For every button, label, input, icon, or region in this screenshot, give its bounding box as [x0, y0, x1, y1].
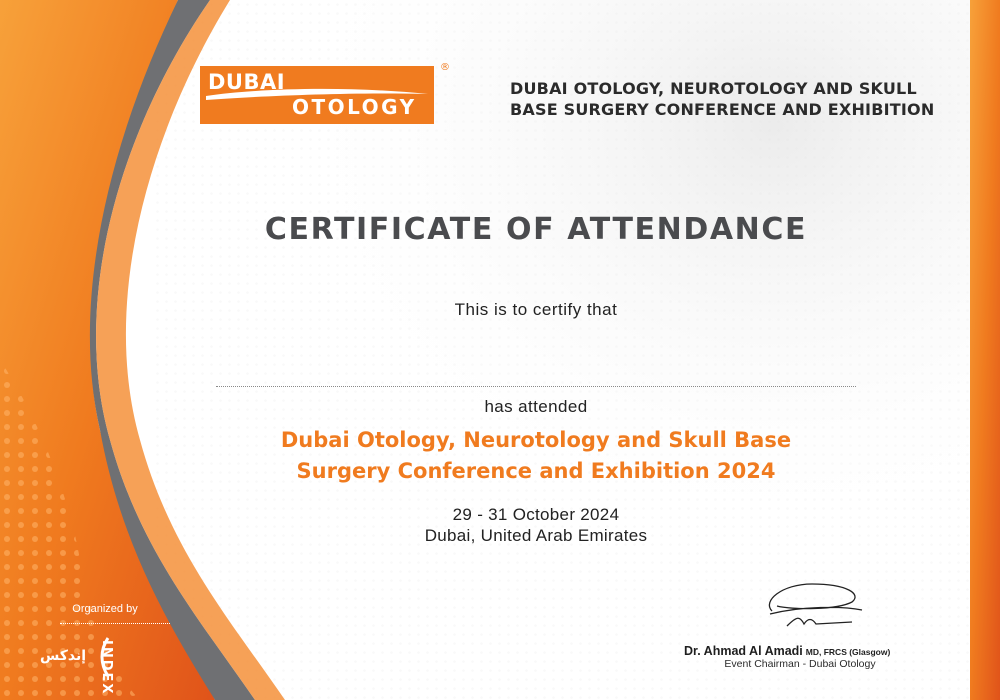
- organizer-name-index: INDEX: [99, 640, 114, 696]
- right-orange-strip: [970, 0, 1000, 700]
- signatory-title: Event Chairman - Dubai Otology: [724, 658, 876, 670]
- recipient-name-line: [216, 386, 856, 387]
- event-name-line1: Dubai Otology, Neurotology and Skull Base: [280, 428, 792, 452]
- logo-text-dubai: DUBAI: [208, 70, 286, 94]
- organized-by-label: Organized by: [72, 603, 138, 615]
- signatory-block: [684, 640, 974, 659]
- event-name-line2: Surgery Conference and Exhibition 2024: [296, 459, 776, 483]
- certify-text: This is to certify that: [454, 300, 618, 319]
- signatory-name: Dr. Ahmad Al Amadi: [684, 644, 803, 658]
- dubai-otology-logo: [200, 66, 434, 124]
- registered-mark: ®: [440, 62, 450, 73]
- event-dates: 29 - 31 October 2024: [452, 505, 620, 524]
- organized-divider: [60, 623, 170, 624]
- certificate-title: CERTIFICATE OF ATTENDANCE: [264, 212, 808, 247]
- organizer-name-arabic: إندكس: [40, 648, 87, 664]
- signatory-credentials: MD, FRCS (Glasgow): [805, 647, 891, 657]
- header-title: DUBAI OTOLOGY, NEUROTOLOGY AND SKULL BASE SURGERY CONFERENCE AND EXHIBITION: [510, 79, 935, 119]
- attended-text: has attended: [484, 397, 588, 416]
- signature-icon: [752, 576, 872, 636]
- event-location: Dubai, United Arab Emirates: [424, 526, 648, 545]
- logo-text-otology: OTOLOGY: [292, 95, 417, 119]
